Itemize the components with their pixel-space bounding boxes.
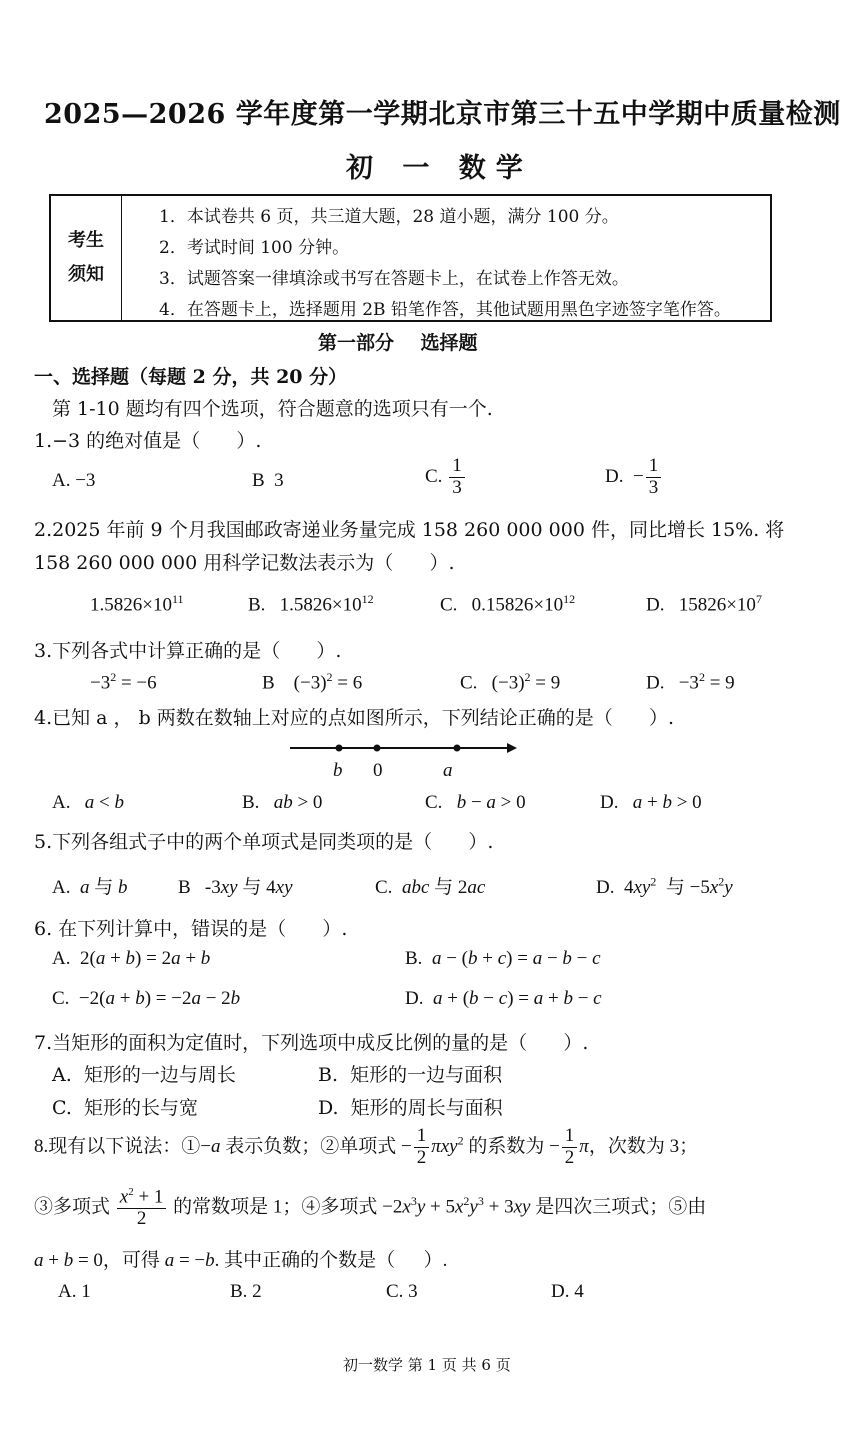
question-5-stem: 5.下列各组式子中的两个单项式是同类项的是（ ）.	[34, 831, 494, 853]
point-b	[336, 745, 343, 752]
q5-option-b: B -3xy 与 4xy	[178, 877, 293, 898]
q2-d-exp: 7	[755, 592, 762, 606]
question-8-line-1: 8.现有以下说法：①−a 表示负数；②单项式 − $\frac{1}{2}$ πxy$^2$ 的系数为 − $\frac{1}{2}$ π，次数为 3；	[34, 1125, 699, 1168]
q2-a-exp: 11	[171, 592, 184, 606]
q2-option-b	[248, 592, 374, 616]
q6-option-d: D. a + (b − c) = a + b − c	[405, 988, 602, 1009]
q1-d-fraction: $\frac{1}{3}$	[646, 456, 662, 499]
q2-b-exp: 12	[361, 592, 374, 606]
section-heading: 一、选择题（每题 2 分，共 20 分）	[34, 366, 348, 388]
page-footer: 初一数学 第 1 页 共 6 页	[343, 1356, 511, 1374]
q3-option-b: B $(-3)^2 = 6$	[262, 670, 363, 694]
question-4-stem: 4.已知 a ， b 两数在数轴上对应的点如图所示，下列结论正确的是（ ）.	[34, 707, 675, 729]
question-8-line-2: ③多项式 $\frac{x^2 + 1}{2}$ 的常数项是 1；④多项式 $-2x^3y + 5x^2y^3 + 3xy$ 是四次三项式；⑤由	[34, 1186, 707, 1230]
q4-option-a: A. a < b	[52, 792, 124, 813]
q4-option-b: B. ab > 0	[242, 792, 323, 813]
q8-option-b: B. 2	[230, 1281, 262, 1302]
exam-title: 2025—2026 学年度第一学期北京市第三十五中学期中质量检测	[44, 99, 841, 130]
q2-a-base: 1.5826×10	[90, 594, 172, 616]
q2-c-exp: 12	[563, 592, 576, 606]
q2-option-d	[646, 592, 762, 616]
notice-rule: 1．本试卷共 6 页，共三道大题，28 道小题，满分 100 分。	[159, 207, 619, 227]
q1-d-label: D. −	[605, 465, 644, 487]
question-2-line-2: 158 260 000 000 用科学记数法表示为（ ）.	[34, 552, 455, 574]
q2-c-base: C. 0.15826×10	[440, 594, 564, 616]
notice-label	[51, 196, 122, 320]
q2-option-c	[440, 592, 575, 616]
q5-option-a: A. a 与 b	[52, 877, 128, 898]
question-1-stem: 1.−3 的绝对值是（ ）.	[34, 430, 262, 452]
notice-rule: 3．试题答案一律填涂或书写在答题卡上，在试卷上作答无效。	[159, 269, 629, 289]
notice-label-line-1: 考生	[68, 230, 104, 251]
notice-rules	[159, 202, 731, 326]
question-2-line-1: 2.2025 年前 9 个月我国邮政寄递业务量完成 158 260 000 000 件，同比增长 15%. 将	[34, 519, 785, 541]
question-7-stem: 7.当矩形的面积为定值时，下列选项中成反比例的量的是（ ）.	[34, 1032, 589, 1054]
q7-option-a: A. 矩形的一边与周长	[52, 1064, 236, 1086]
q3-option-d: D. $-3^2 = 9$	[646, 670, 735, 694]
q7-option-d: D. 矩形的周长与面积	[318, 1097, 503, 1119]
number-line-figure	[285, 735, 525, 785]
q3-option-a: $-3^2 = -6$	[90, 670, 157, 694]
q6-option-c: C. −2(a + b) = −2a − 2b	[52, 988, 241, 1009]
axis-label-b: b	[333, 760, 343, 781]
notice-rule: 4．在答题卡上，选择题用 2B 铅笔作答，其他试题用黑色字迹签字笔作答。	[159, 300, 731, 320]
q8-option-c: C. 3	[386, 1281, 418, 1302]
notice-rule: 2．考试时间 100 分钟。	[159, 238, 350, 258]
q7-option-c: C. 矩形的长与宽	[52, 1097, 198, 1119]
q4-option-c: C. b − a > 0	[425, 792, 526, 813]
q1-option-a: A. −3	[52, 470, 96, 491]
q4-option-d: D. a + b > 0	[600, 792, 702, 813]
q5-option-c: C. abc 与 2ac	[375, 877, 486, 898]
q2-option-a	[90, 592, 184, 616]
q6-option-b: B. a − (b + c) = a − b − c	[405, 948, 601, 969]
notice-label-line-2: 须知	[68, 264, 104, 285]
q2-b-base: B. 1.5826×10	[248, 594, 362, 616]
q1-c-label: C.	[425, 465, 443, 487]
q1-option-d	[605, 456, 663, 499]
q7-option-b: B. 矩形的一边与面积	[318, 1064, 503, 1086]
exam-subtitle: 初 一 数学	[346, 153, 533, 184]
number-line-arrow	[507, 743, 517, 753]
point-0	[374, 745, 381, 752]
question-8-line-3: a + b = 0，可得 a = −b. 其中正确的个数是（ ）.	[34, 1250, 448, 1271]
point-a	[454, 745, 461, 752]
part-heading: 第一部分 选择题	[318, 332, 478, 354]
axis-label-a: a	[443, 760, 453, 781]
q1-c-fraction: $\frac{1}{3}$	[449, 456, 465, 499]
q2-d-base: D. 15826×10	[646, 594, 756, 616]
q8-option-a: A. 1	[58, 1281, 91, 1302]
q8-option-d: D. 4	[551, 1281, 584, 1302]
q5-option-d: D. $4xy^2$ 与 $-5x^2y$	[596, 874, 733, 898]
notice-box	[49, 194, 772, 322]
q1-option-b: B 3	[252, 470, 284, 491]
q1-option-c	[425, 456, 467, 499]
q6-option-a: A. 2(a + b) = 2a + b	[52, 948, 211, 969]
question-6-stem: 6. 在下列计算中，错误的是（ ）.	[34, 918, 348, 940]
question-3-stem: 3.下列各式中计算正确的是（ ）.	[34, 640, 342, 662]
q3-option-c: C. $(-3)^2 = 9$	[460, 670, 561, 694]
section-intro: 第 1-10 题均有四个选项，符合题意的选项只有一个.	[52, 398, 493, 420]
axis-label-0: 0	[373, 760, 383, 781]
